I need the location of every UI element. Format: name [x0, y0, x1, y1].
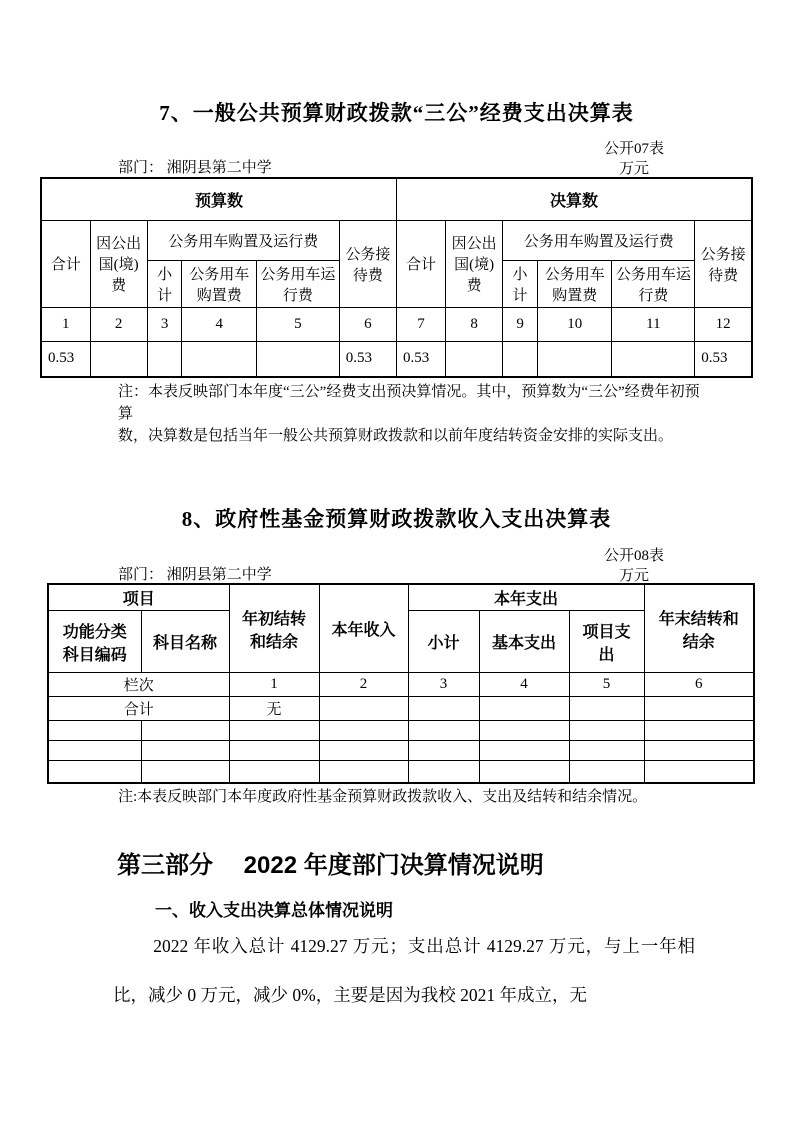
header-cell-subtotal: 小计 [408, 611, 479, 673]
col-number-cell: 6 [339, 307, 396, 341]
final-group-header: 决算数 [396, 178, 752, 220]
value-cell [446, 341, 503, 377]
header-cell-vehicle-group: 公务用车购置及运行费 [147, 220, 339, 260]
total-value-cell [408, 697, 479, 721]
lane-number-cell: 3 [408, 673, 479, 697]
table7-group-row [41, 178, 752, 220]
col-number-cell: 5 [257, 307, 340, 341]
table7-note [118, 381, 708, 447]
header-cell-begin-balance: 年初结转和结余 [229, 584, 319, 673]
gov-fund-budget-table [47, 583, 755, 784]
table8-code: 公开08表 [604, 548, 665, 564]
empty-cell [229, 721, 319, 741]
empty-cell [644, 741, 754, 761]
header-cell-year-expense-group: 本年支出 [408, 584, 644, 611]
empty-cell [479, 761, 569, 783]
value-cell [182, 341, 257, 377]
table8-lane-row [48, 673, 754, 697]
header-cell-subtotal: 小计 [147, 260, 182, 307]
table8-total-row [48, 697, 754, 721]
table8-note: 注:本表反映部门本年度政府性基金预算财政拨款收入、支出及结转和结余情况。 [118, 789, 648, 805]
table8-unit: 万元 [619, 568, 650, 584]
header-cell-operation: 公务用车运行费 [612, 260, 695, 307]
table8-empty-row [48, 721, 754, 741]
value-cell [503, 341, 538, 377]
header-cell-func-code: 功能分类科目编码 [48, 611, 141, 673]
empty-cell [48, 761, 141, 783]
table7-note-line1: 注：本表反映部门本年度“三公”经费支出预决算情况。其中，预算数为“三公”经费年初预算 [118, 384, 700, 422]
col-number-cell: 12 [695, 307, 752, 341]
empty-cell [408, 741, 479, 761]
empty-cell [408, 761, 479, 783]
value-cell [257, 341, 340, 377]
empty-cell [479, 721, 569, 741]
header-cell-reception: 公务接待费 [695, 220, 752, 307]
empty-cell [644, 761, 754, 783]
lane-number-cell: 2 [319, 673, 408, 697]
table7-code: 公开07表 [604, 141, 665, 157]
lane-label-cell: 栏次 [48, 673, 229, 697]
value-cell [612, 341, 695, 377]
table7-header-row-1 [41, 220, 752, 260]
col-number-cell: 11 [612, 307, 695, 341]
part3-section1-title: 一、收入支出决算总体情况说明 [155, 901, 393, 920]
total-value-cell: 无 [229, 697, 319, 721]
header-cell-purchase: 公务用车购置费 [182, 260, 257, 307]
total-value-cell [319, 697, 408, 721]
value-cell [537, 341, 612, 377]
header-cell-end-balance: 年末结转和结余 [644, 584, 754, 673]
header-cell-basic-expense: 基本支出 [479, 611, 569, 673]
empty-cell [479, 741, 569, 761]
empty-cell [408, 721, 479, 741]
value-cell: 0.53 [396, 341, 445, 377]
empty-cell [141, 741, 229, 761]
header-cell-subject-name: 科目名称 [141, 611, 229, 673]
empty-cell [569, 741, 644, 761]
col-number-cell: 8 [446, 307, 503, 341]
empty-cell [229, 761, 319, 783]
empty-cell [319, 761, 408, 783]
lane-number-cell: 6 [644, 673, 754, 697]
table8-empty-row [48, 741, 754, 761]
table7-column-number-row [41, 307, 752, 341]
three-public-expense-table [40, 177, 753, 378]
col-number-cell: 3 [147, 307, 182, 341]
budget-group-header: 预算数 [41, 178, 396, 220]
empty-cell [644, 721, 754, 741]
table8-header-row-1 [48, 584, 754, 611]
empty-cell [141, 761, 229, 783]
value-cell: 0.53 [339, 341, 396, 377]
empty-cell [569, 761, 644, 783]
empty-cell [319, 721, 408, 741]
value-cell: 0.53 [695, 341, 752, 377]
table8-title: 8、政府性基金预算财政拨款收入支出决算表 [181, 507, 612, 531]
table8-empty-row [48, 761, 754, 783]
empty-cell [229, 741, 319, 761]
empty-cell [569, 721, 644, 741]
header-cell-reception: 公务接待费 [339, 220, 396, 307]
header-cell-vehicle-group: 公务用车购置及运行费 [503, 220, 695, 260]
col-number-cell: 10 [537, 307, 612, 341]
header-cell-project-expense: 项目支出 [569, 611, 644, 673]
lane-number-cell: 4 [479, 673, 569, 697]
value-cell [90, 341, 147, 377]
empty-cell [48, 721, 141, 741]
col-number-cell: 2 [90, 307, 147, 341]
table7-unit: 万元 [619, 161, 650, 177]
header-cell-year-income: 本年收入 [319, 584, 408, 673]
header-cell-total: 合计 [396, 220, 445, 307]
empty-cell [48, 741, 141, 761]
col-number-cell: 7 [396, 307, 445, 341]
part3-paragraph: 2022 年收入总计 4129.27 万元；支出总计 4129.27 万元，与上一年相比，减少 0 万元，减少 0%，主要是因为我校 2021 年成立，无 [113, 936, 695, 1005]
part3-heading: 第三部分 2022 年度部门决算情况说明 [117, 852, 544, 879]
table7-value-row [41, 341, 752, 377]
header-cell-purchase: 公务用车购置费 [537, 260, 612, 307]
col-number-cell: 9 [503, 307, 538, 341]
total-label-cell: 合计 [48, 697, 229, 721]
empty-cell [141, 721, 229, 741]
col-number-cell: 1 [41, 307, 90, 341]
header-cell-abroad: 因公出国(境)费 [90, 220, 147, 307]
total-value-cell [479, 697, 569, 721]
table8-department: 部门： 湘阴县第二中学 [118, 567, 272, 583]
value-cell: 0.53 [41, 341, 90, 377]
lane-number-cell: 1 [229, 673, 319, 697]
table7-title: 7、一般公共预算财政拨款“三公”经费支出决算表 [159, 101, 634, 125]
lane-number-cell: 5 [569, 673, 644, 697]
header-cell-abroad: 因公出国(境)费 [446, 220, 503, 307]
header-cell-total: 合计 [41, 220, 90, 307]
header-cell-project-group: 项目 [48, 584, 229, 611]
header-cell-subtotal: 小计 [503, 260, 538, 307]
empty-cell [319, 741, 408, 761]
value-cell [147, 341, 182, 377]
table7-department: 部门： 湘阴县第二中学 [118, 160, 272, 176]
col-number-cell: 4 [182, 307, 257, 341]
total-value-cell [569, 697, 644, 721]
header-cell-operation: 公务用车运行费 [257, 260, 340, 307]
total-value-cell [644, 697, 754, 721]
table7-note-line2: 数，决算数是包括当年一般公共预算财政拨款和以前年度结转资金安排的实际支出。 [118, 428, 674, 444]
